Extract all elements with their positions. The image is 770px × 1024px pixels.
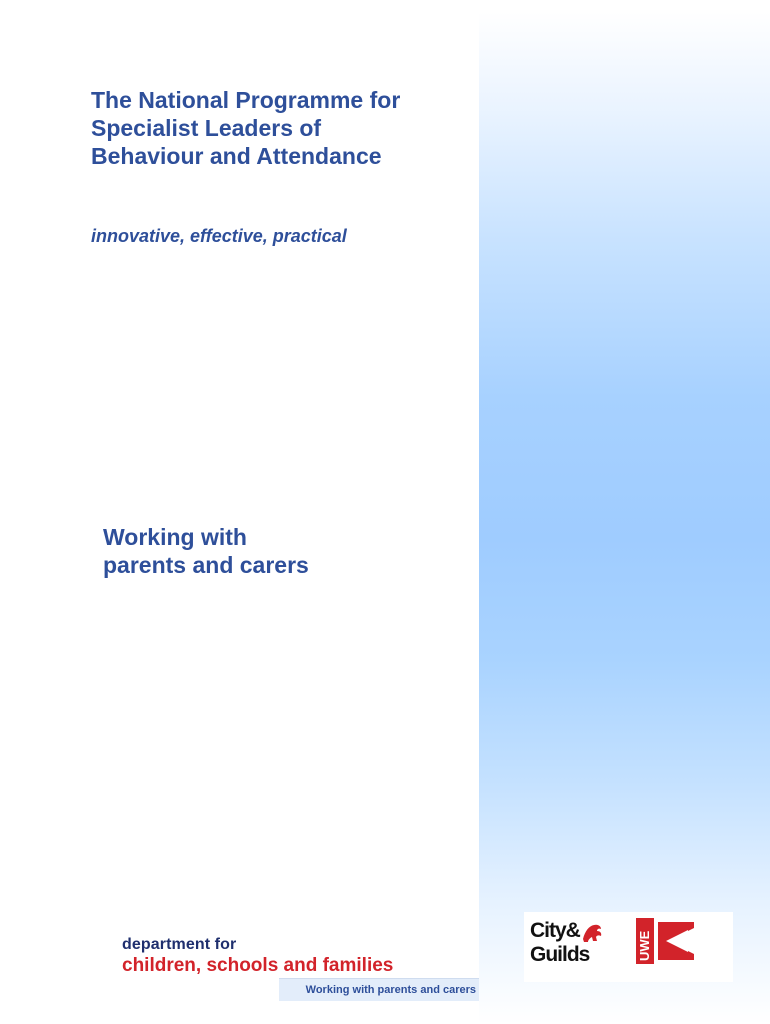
dcsf-logo-line-1: department for	[122, 936, 237, 953]
uwe-logo	[636, 918, 696, 964]
subtitle-line-2: parents and carers	[103, 552, 309, 578]
title-line-2: Specialist Leaders of	[91, 115, 322, 141]
footer-bar	[279, 978, 479, 1001]
title-line-1: The National Programme for	[91, 87, 401, 113]
partner-logos	[524, 912, 733, 982]
dcsf-logo	[122, 937, 393, 975]
footer-label: Working with parents and carers	[305, 984, 476, 996]
city-guilds-line-2: Guilds	[530, 943, 590, 966]
uwe-logo-icon	[636, 918, 696, 964]
document-title	[91, 86, 471, 170]
city-guilds-logo	[530, 919, 620, 975]
dcsf-logo-line-2: children, schools and families	[122, 955, 394, 976]
document-subtitle	[103, 523, 309, 579]
tagline: innovative, effective, practical	[91, 226, 347, 246]
svg-text:UWE: UWE	[637, 930, 652, 961]
title-line-3: Behaviour and Attendance	[91, 143, 382, 169]
decorative-side-panel	[479, 12, 770, 1024]
city-guilds-line-1: City&	[530, 919, 580, 942]
subtitle-line-1: Working with	[103, 524, 247, 550]
lion-icon	[579, 919, 605, 945]
